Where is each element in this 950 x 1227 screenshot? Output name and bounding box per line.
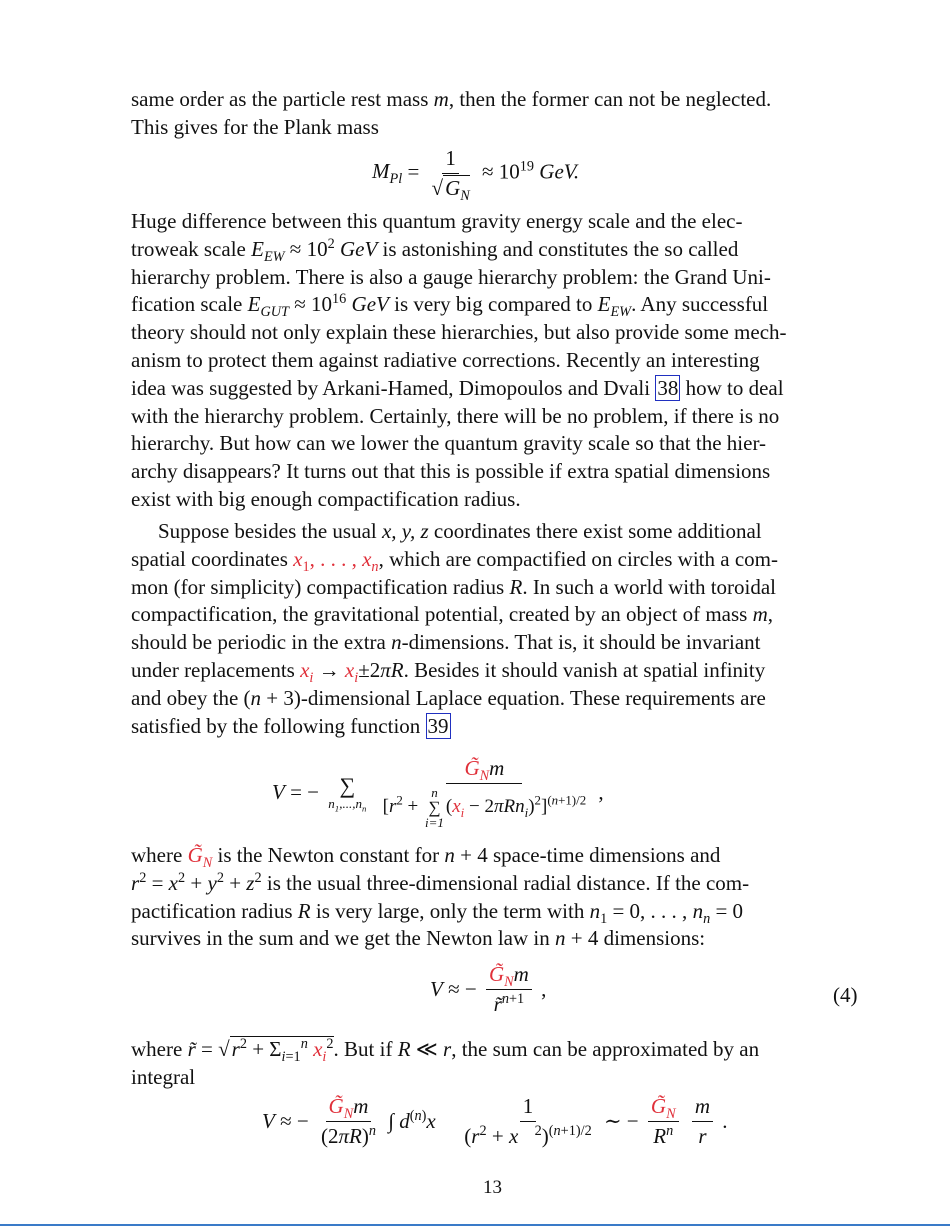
text-line: same order as the particle rest mass m, then the former can not be neglected. bbox=[131, 87, 772, 111]
paragraph-integral bbox=[131, 1036, 865, 1092]
page-number: 13 bbox=[483, 1177, 502, 1198]
citation-link-39[interactable]: 39 bbox=[427, 713, 449, 738]
paragraph-newton-constant bbox=[131, 842, 865, 953]
text-line: fication scale $E_{GUT} \approx 10^{16}$ GeV is very big compared to $E_{EW}$. Any successful bbox=[131, 291, 769, 321]
text-line: compactification, the gravitational potential, created by an object of mass m, bbox=[131, 602, 774, 627]
text-line: under replacements $x_i \to x_i\pm 2\pi R$. Besides it should vanish at spatial infinity bbox=[131, 657, 766, 687]
text-line: archy disappears? It turns out that this is possible if extra spatial dimensions bbox=[131, 459, 771, 484]
text-line: Huge difference between this quantum gravity energy scale and the elec- bbox=[131, 209, 743, 233]
text-line: where $G̃_N$ is the Newton constant for n + 4 space-time dimensions and bbox=[131, 843, 721, 872]
text-line: satisfied by the following function 39 bbox=[131, 713, 449, 738]
text-line: $r^2 = x^2 + y^2 + z^2$ is the usual three-dimensional radial distance. If the com- bbox=[131, 869, 750, 895]
text-line: mon (for simplicity) compactification radius R. In such a world with toroidal bbox=[131, 574, 777, 599]
paragraph-hierarchy-problem bbox=[131, 208, 865, 514]
text-line: survives in the sum and we get the Newton law in n + 4 dimensions: bbox=[131, 926, 706, 951]
equation-integral-approximation: V ≈ − $\frac{G̃_Nm}{(2\pi R)^n}$ ∫ $d^{(n)}x⃗$ $\frac{1}{(r^2 + x⃗^2)^{(n+1)/2}}$ ∼ − $\frac{G̃_N}{R^n}$ $\frac{m}{r}$ . bbox=[262, 1094, 728, 1148]
text-line: where r̃ = $√r^2 + \Sigma_{i=1}^n$ $x_i^2$. But if R ≪ r, the sum can be approximated by an bbox=[131, 1036, 760, 1066]
paragraph-extra-dimensions bbox=[131, 518, 865, 740]
text-line: pactification radius R is very large, only the term with $n_1 = 0$, . . . , $n_n = 0$ bbox=[131, 898, 744, 927]
text-line: should be periodic in the extra n-dimensions. That is, it should be invariant bbox=[131, 630, 761, 655]
equation-planck-mass: $M_{Pl}$ = $\frac{1}{√G_N}$ ≈ $10^{19}$ GeV. bbox=[372, 146, 580, 205]
text-line: hierarchy problem. There is also a gauge hierarchy problem: the Grand Uni- bbox=[131, 264, 771, 289]
text-line: integral bbox=[131, 1064, 196, 1089]
equation-number: (4) bbox=[833, 983, 858, 1007]
text-line: and obey the (n + 3)-dimensional Laplace equation. These requirements are bbox=[131, 685, 766, 710]
footer-rule bbox=[0, 1224, 950, 1226]
equation-potential-sum: V = − ∑ $n_1,...,n_n$ $G̃_Nm$ [$r^2$ + n ∑ i=1 $(x_i - 2\pi Rn_i)^2]^{(n+1)/2}$ , bbox=[272, 756, 604, 830]
text-line: spatial coordinates $x_1$, . . . , $x_n$, which are compactified on circles with a com- bbox=[131, 546, 778, 575]
text-line: exist with big enough compactification radius. bbox=[131, 486, 521, 511]
paragraph-intro bbox=[131, 86, 865, 142]
citation-link-38[interactable]: 38 bbox=[657, 375, 679, 400]
text-line: idea was suggested by Arkani-Hamed, Dimopoulos and Dvali 38 how to deal bbox=[131, 375, 784, 400]
text-line: anism to protect them against radiative corrections. Recently an interesting bbox=[131, 347, 760, 372]
text-line: hierarchy. But how can we lower the quantum gravity scale so that the hier- bbox=[131, 431, 767, 456]
text-line: Suppose besides the usual x, y, z coordinates there exist some additional bbox=[158, 519, 762, 543]
text-line: troweak scale $E_{EW} \approx 10^2$ GeV is astonishing and constitutes the so called bbox=[131, 235, 739, 265]
text-line: with the hierarchy problem. Certainly, there will be no problem, if there is no bbox=[131, 403, 780, 428]
text-line: theory should not only explain these hierarchies, but also provide some mech- bbox=[131, 320, 787, 345]
text-line: This gives for the Plank mass bbox=[131, 114, 379, 139]
equation-newton-law: V ≈ − $\frac{G̃_Nm}{r̃^{n+1}}$ , bbox=[430, 962, 547, 1016]
